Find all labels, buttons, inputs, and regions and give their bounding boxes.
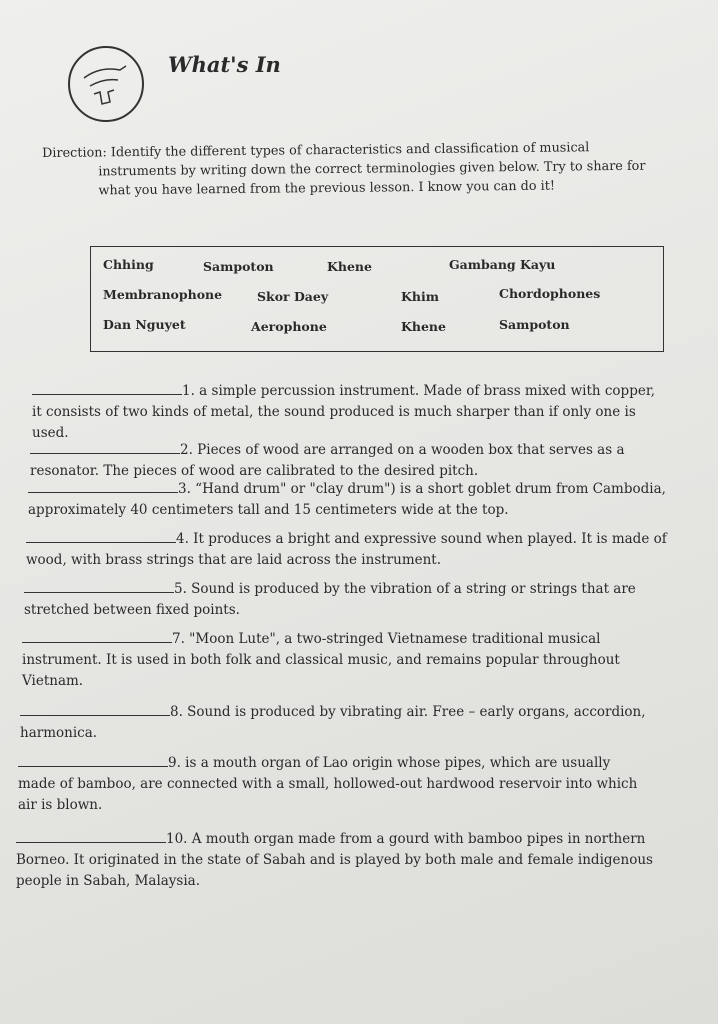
- direction-rest: instruments by writing down the correct terminologies given below. Try to share for what you have learned from the previous lesson. I know you can do it!: [98, 158, 646, 199]
- word: Sampoton: [203, 259, 274, 274]
- word-box: [90, 246, 664, 352]
- question-2: 2. Pieces of wood are arranged on a wooden box that serves as a resonator. The pieces of wood are calibrated to the desired pitch.: [30, 442, 625, 479]
- answer-blank[interactable]: [28, 480, 178, 493]
- answer-blank[interactable]: [26, 530, 176, 543]
- question-10: 10. A mouth organ made from a gourd with bamboo pipes in northern Borneo. It originated in the state of Sabah and is played by both male and female indigenous people in Sabah, Malaysia.: [16, 831, 653, 889]
- word: Dan Nguyet: [103, 317, 186, 332]
- answer-blank[interactable]: [20, 703, 170, 716]
- question-1: 1. a simple percussion instrument. Made of brass mixed with copper, it consists of two kinds of metal, the sound produced is much sharper than if only one is used.: [32, 383, 656, 441]
- answer-blank[interactable]: [24, 580, 174, 593]
- word: Khene: [327, 259, 372, 274]
- word: Chhing: [103, 257, 154, 272]
- question-3: 3. “Hand drum" or "clay drum") is a short goblet drum from Cambodia, approximately 40 centimeters tall and 15 centimeters wide at the top.: [28, 481, 666, 518]
- word: Aerophone: [251, 319, 327, 334]
- hand-puzzle-icon: [68, 46, 144, 122]
- direction-text: [42, 138, 663, 201]
- answer-blank[interactable]: [22, 630, 172, 643]
- word: Gambang Kayu: [449, 257, 556, 272]
- question-7: 7. "Moon Lute", a two-stringed Vietnamese traditional musical instrument. It is used in both folk and classical music, and remains popular throughout Vietnam.: [22, 631, 620, 689]
- direction-first-line: Identify the different types of characteristics and classification of musical: [110, 140, 590, 161]
- word: Sampoton: [499, 317, 570, 332]
- answer-blank[interactable]: [16, 830, 166, 843]
- word: Chordophones: [499, 286, 601, 301]
- question-5: 5. Sound is produced by the vibration of a string or strings that are stretched between fixed points.: [24, 581, 636, 618]
- section-title: What's In: [168, 52, 281, 77]
- direction-label: Direction:: [42, 145, 107, 161]
- word: Khene: [401, 319, 446, 334]
- question-9: 9. is a mouth organ of Lao origin whose pipes, which are usually made of bamboo, are connected with a small, hollowed-out hardwood reservoir into which air is blown.: [18, 755, 638, 813]
- word: Skor Daey: [257, 289, 329, 304]
- answer-blank[interactable]: [32, 382, 182, 395]
- word: Membranophone: [103, 287, 223, 302]
- answer-blank[interactable]: [30, 441, 180, 454]
- question-8: 8. Sound is produced by vibrating air. Free – early organs, accordion, harmonica.: [20, 704, 646, 741]
- question-4: 4. It produces a bright and expressive sound when played. It is made of wood, with brass strings that are laid across the instrument.: [26, 531, 667, 568]
- word: Khim: [401, 289, 439, 304]
- answer-blank[interactable]: [18, 754, 168, 767]
